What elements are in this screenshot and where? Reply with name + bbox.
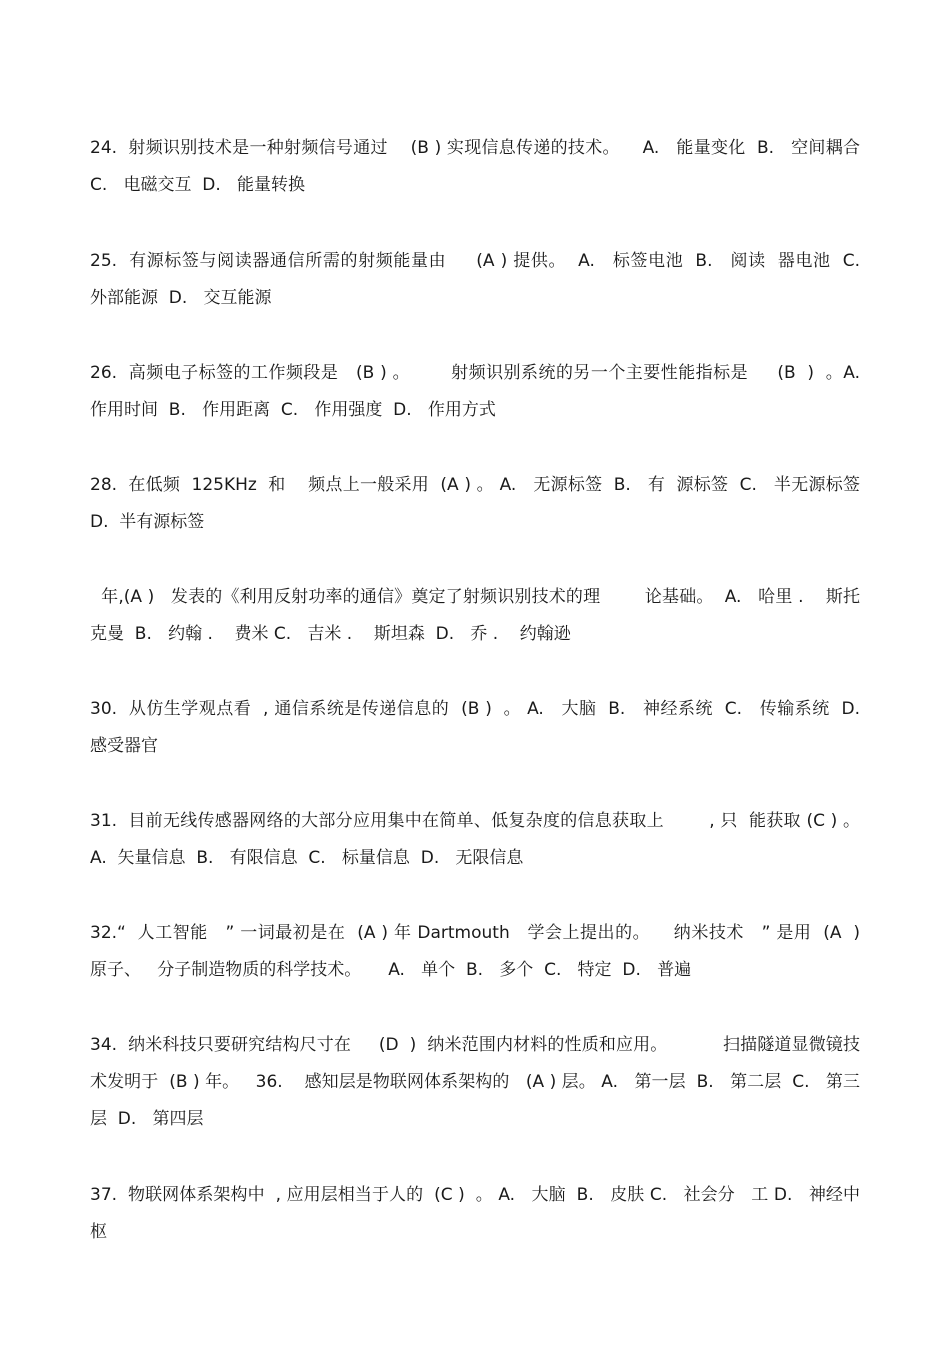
question-32: 32.“ 人工智能 ” 一词最初是在 (A ) 年 Dartmouth 学会上提出的。 纳米技术 ” 是用 (A ) 原子、 分子制造物质的科学技术。 A. 单个 B. 多个 C. 特定 D. 普遍 bbox=[90, 923, 871, 980]
question-26: 26. 高频电子标签的工作频段是 (B ) 。 射频识别系统的另一个主要性能指标是 (B ) 。A. 作用时间 B. 作用距离 C. 作用强度 D. 作用方式 bbox=[90, 363, 877, 420]
question-30: 30. 从仿生学观点看 , 通信系统是传递信息的 (B ) 。 A. 大脑 B. 神经系统 C. 传输系统 D. 感受器官 bbox=[90, 699, 877, 756]
question-37: 37. 物联网体系架构中 , 应用层相当于人的 (C ) 。 A. 大脑 B. 皮肤 C. 社会分 工 D. 神经中枢 bbox=[90, 1185, 860, 1242]
question-28: 28. 在低频 125KHz 和 频点上一般采用 (A ) 。 A. 无源标签 B. 有 源标签 C. 半无源标签 D. 半有源标签 bbox=[90, 475, 871, 532]
question-24: 24. 射频识别技术是一种射频信号通过 (B ) 实现信息传递的技术。 A. 能量变化 B. 空间耦合 C. 电磁交互 D. 能量转换 bbox=[90, 138, 866, 195]
question-31: 31. 目前无线传感器网络的大部分应用集中在简单、低复杂度的信息获取上 , 只 能获取 (C ) 。 A. 矢量信息 B. 有限信息 C. 标量信息 D. 无限信息 bbox=[90, 811, 866, 868]
question-29: 年,(A ) 发表的《利用反射功率的通信》奠定了射频识别技术的理 论基础。 A. 哈里 . 斯托克曼 B. 约翰 . 费米 C. 吉米 . 斯坦森 D. 乔 . 约翰逊 bbox=[90, 587, 860, 644]
question-34: 34. 纳米科技只要研究结构尺寸在 (D ) 纳米范围内材料的性质和应用。 扫描隧道显微镜技术发明于 (B ) 年。 36. 感知层是物联网体系架构的 (A ) 层。 A. 第一层 B. 第二层 C. 第三层 D. 第四层 bbox=[90, 1035, 860, 1129]
question-25: 25. 有源标签与阅读器通信所需的射频能量由 (A ) 提供。 A. 标签电池 B. 阅读 器电池 C. 外部能源 D. 交互能源 bbox=[90, 251, 877, 308]
